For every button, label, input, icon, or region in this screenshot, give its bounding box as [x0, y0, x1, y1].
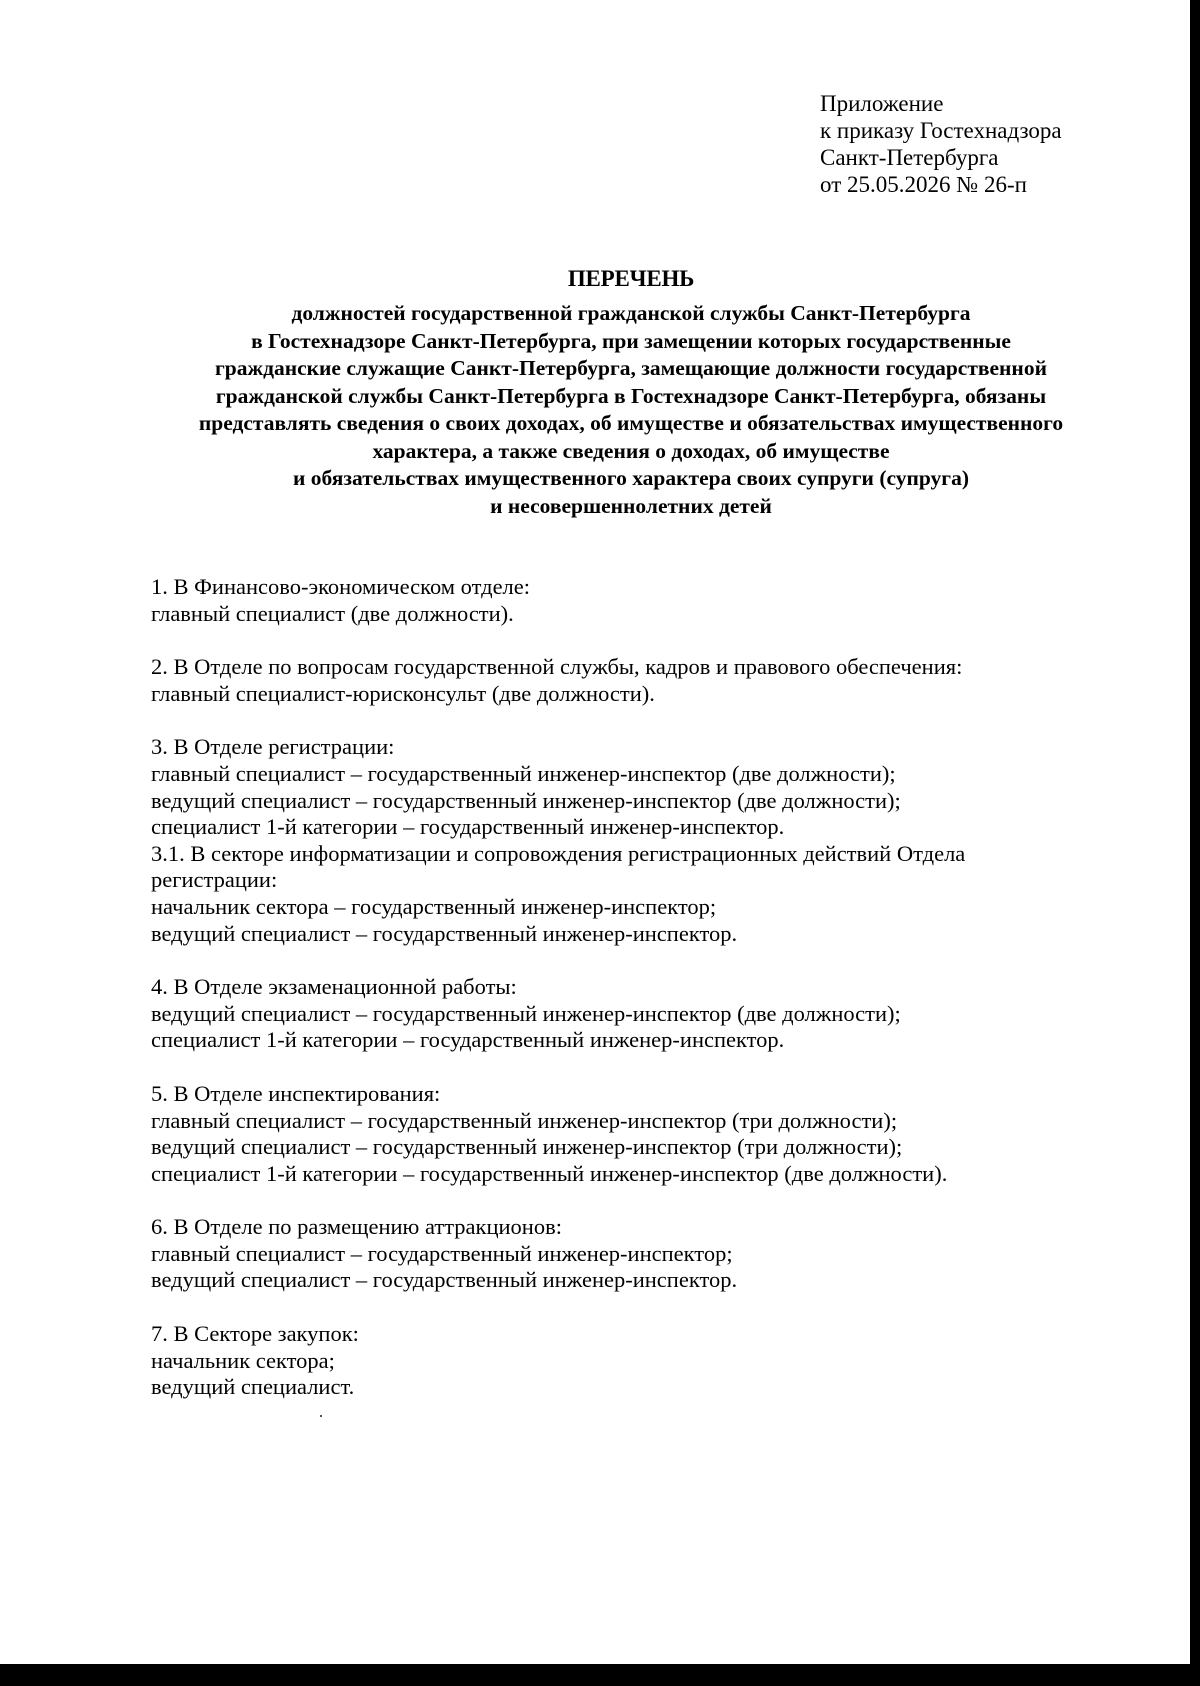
section-line: 1. В Финансово-экономическом отделе:	[151, 574, 531, 599]
section-line: ведущий специалист – государственный инженер-инспектор.	[151, 920, 738, 946]
section-1	[151, 574, 1171, 627]
section-line: 4. В Отделе экзаменационной работы:	[151, 974, 517, 1000]
section-4	[151, 974, 1171, 1054]
section-line: главный специалист – государственный инженер-инспектор (три должности);	[151, 1107, 898, 1133]
appendix-block	[820, 90, 1062, 198]
document-subtitle	[0, 300, 1200, 520]
section-line: главный специалист – государственный инженер-инспектор;	[151, 1240, 733, 1266]
section-7	[151, 1321, 1171, 1401]
section-line: специалист 1-й категории – государственный инженер-инспектор.	[151, 1027, 785, 1053]
section-line: ведущий специалист – государственный инженер-инспектор.	[151, 1267, 738, 1293]
section-line: ведущий специалист – государственный инженер-инспектор (две должности);	[151, 787, 901, 813]
subtitle-line: представлять сведения о своих доходах, об имуществе и обязательствах имущественного	[198, 411, 1064, 435]
appendix-line: от 25.05.2026 № 26-п	[820, 172, 1027, 197]
scan-speck	[320, 1415, 322, 1417]
section-line: главный специалист (две должности).	[151, 600, 514, 626]
appendix-line: Санкт-Петербурга	[820, 145, 999, 170]
scan-border-right	[1190, 0, 1200, 1686]
subtitle-line: гражданские служащие Санкт-Петербурга, замещающие должности государственной	[215, 356, 1047, 380]
appendix-line: к приказу Гостехнадзора	[820, 118, 1062, 143]
document-body	[151, 574, 1171, 1428]
section-line: специалист 1-й категории – государственный инженер-инспектор (две должности).	[151, 1160, 948, 1186]
appendix-line: Приложение	[820, 91, 944, 116]
section-2	[151, 654, 1171, 707]
section-line: начальник сектора – государственный инженер-инспектор;	[151, 893, 717, 919]
section-line: 7. В Секторе закупок:	[151, 1321, 359, 1347]
section-5	[151, 1081, 1171, 1187]
section-line: 5. В Отделе инспектирования:	[151, 1080, 441, 1106]
subtitle-line: характера, а также сведения о доходах, об имуществе	[372, 438, 890, 463]
section-line: 2. В Отделе по вопросам государственной службы, кадров и правового обеспечения:	[151, 654, 963, 680]
subtitle-line: должностей государственной гражданской службы Санкт-Петербурга	[291, 301, 971, 325]
section-line: начальник сектора;	[151, 1347, 335, 1373]
subtitle-line: гражданской службы Санкт-Петербурга в Гостехнадзоре Санкт-Петербурга, обязаны	[215, 383, 1047, 408]
section-line: главный специалист – государственный инженер-инспектор (две должности);	[151, 760, 896, 786]
section-line: регистрации:	[151, 867, 278, 893]
section-line: ведущий специалист – государственный инженер-инспектор (две должности);	[151, 1000, 901, 1026]
subtitle-line: в Гостехнадзоре Санкт-Петербурга, при замещении которых государственные	[251, 328, 1011, 353]
scan-border-bottom	[0, 1664, 1200, 1686]
section-line: 6. В Отделе по размещению аттракционов:	[151, 1214, 562, 1240]
section-line: специалист 1-й категории – государственный инженер-инспектор.	[151, 814, 785, 840]
subtitle-line: и несовершеннолетних детей	[490, 493, 772, 518]
section-line: 3.1. В секторе информатизации и сопровождения регистрационных действий Отдела	[151, 840, 966, 866]
section-line: ведущий специалист.	[151, 1374, 355, 1400]
section-6	[151, 1214, 1171, 1294]
document-title: ПЕРЕЧЕНЬ	[567, 266, 695, 291]
section-3	[151, 734, 1171, 947]
section-line: главный специалист-юрисконсульт (две должности).	[151, 680, 655, 706]
section-line: 3. В Отделе регистрации:	[151, 734, 395, 760]
section-line: ведущий специалист – государственный инженер-инспектор (три должности);	[151, 1134, 903, 1160]
subtitle-line: и обязательствах имущественного характера своих супруги (супруга)	[293, 466, 969, 490]
